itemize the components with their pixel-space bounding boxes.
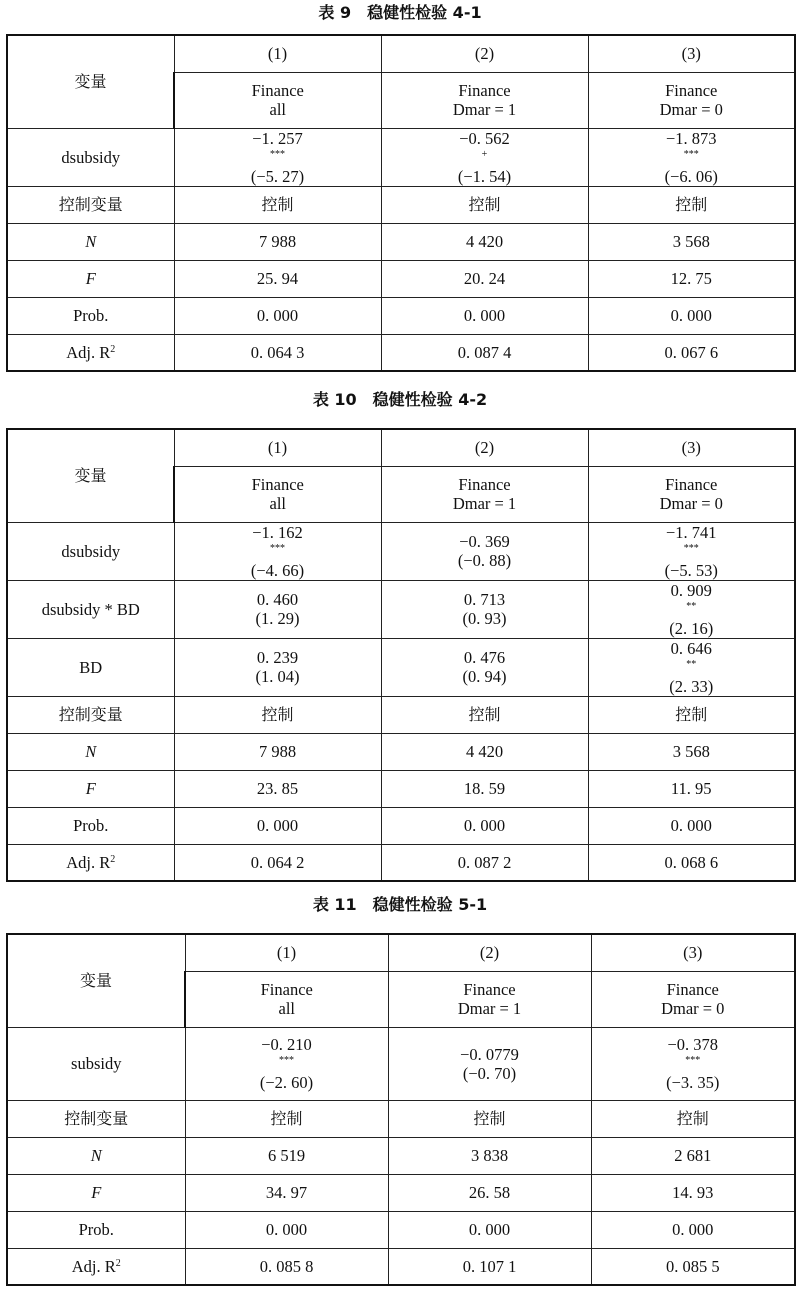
table-cell: 7 988 [174,223,381,260]
table-cell: 控制 [588,696,795,733]
coefficient-cell: −0. 378 *** (−3. 35) [591,1027,795,1100]
table-cell: 3 838 [388,1137,591,1174]
row-label: subsidy [7,1027,185,1100]
column-number: (2) [381,35,588,72]
column-header: Finance Dmar = 1 [381,72,588,128]
table-cell: 0. 064 2 [174,844,381,881]
column-number: (3) [591,934,795,971]
coefficient-cell: −1. 741 *** (−5. 53) [588,522,795,580]
coefficient-cell: 0. 476 (0. 94) [381,638,588,696]
table-row [7,260,795,297]
table-row [7,844,795,881]
table-10-title: 表 10 稳健性检验 4-2 [312,390,488,409]
row-label: 控制变量 [7,696,174,733]
table-cell: 4 420 [381,733,588,770]
row-label: BD [7,638,174,696]
coefficient-cell: 0. 460 (1. 29) [174,580,381,638]
table-cell: 控制 [388,1100,591,1137]
row-label: dsubsidy [7,522,174,580]
row-label: F [7,770,174,807]
column-header: Finance Dmar = 1 [388,971,591,1027]
row-label: N [7,733,174,770]
table-row [7,334,795,371]
table-cell: 0. 000 [174,807,381,844]
table-cell: 4 420 [381,223,588,260]
table-cell: 0. 000 [381,297,588,334]
table-row [7,696,795,733]
table-cell: 0. 000 [381,807,588,844]
column-header: Finance all [174,72,381,128]
row-label: dsubsidy * BD [7,580,174,638]
table-cell: 0. 087 4 [381,334,588,371]
table-row [7,297,795,334]
table-cell: 14. 93 [591,1174,795,1211]
table-11 [6,933,796,1286]
row-label: Adj. $R^2$ [7,844,174,881]
table-row [7,638,795,696]
table-cell: 7 988 [174,733,381,770]
row-label: F [7,1174,185,1211]
table-row [7,580,795,638]
table-cell: 3 568 [588,223,795,260]
column-number: (1) [185,934,388,971]
row-label: 控制变量 [7,1100,185,1137]
table-cell: 0. 000 [388,1211,591,1248]
table-cell: 0. 068 6 [588,844,795,881]
table-9-title: 表 9 稳健性检验 4-1 [318,3,482,22]
coefficient-cell: −0. 562 + (−1. 54) [381,128,588,186]
coefficient-cell: −1. 257 *** (−5. 27) [174,128,381,186]
table-row [7,1211,795,1248]
table-cell: 3 568 [588,733,795,770]
column-header: Finance Dmar = 0 [588,72,795,128]
column-header: Finance Dmar = 0 [591,971,795,1027]
table-row [7,1248,795,1285]
table-row [7,1174,795,1211]
table-cell: 20. 24 [381,260,588,297]
row-label: Adj. $R^2$ [7,1248,185,1285]
table-row [7,1137,795,1174]
row-label: N [7,1137,185,1174]
table-row [7,807,795,844]
variable-header: 变量 [7,429,174,522]
table-cell: 18. 59 [381,770,588,807]
variable-header: 变量 [7,35,174,128]
row-label: Prob. [7,807,174,844]
table-cell: 0. 067 6 [588,334,795,371]
row-label: Prob. [7,297,174,334]
table-cell: 0. 000 [588,807,795,844]
table-row [7,522,795,580]
table-9 [6,34,796,372]
table-row [7,733,795,770]
table-cell: 0. 087 2 [381,844,588,881]
coefficient-cell: 0. 646 ** (2. 33) [588,638,795,696]
table-cell: 23. 85 [174,770,381,807]
table-cell: 控制 [381,696,588,733]
column-header: Finance Dmar = 1 [381,466,588,522]
table-row [7,128,795,186]
column-number: (3) [588,429,795,466]
table-11-title: 表 11 稳健性检验 5-1 [312,895,488,914]
column-number: (3) [588,35,795,72]
table-cell: 控制 [174,696,381,733]
table-cell: 0. 085 5 [591,1248,795,1285]
coefficient-cell: 0. 713 (0. 93) [381,580,588,638]
table-row [7,186,795,223]
table-cell: 0. 000 [185,1211,388,1248]
table-cell: 2 681 [591,1137,795,1174]
table-cell: 0. 107 1 [388,1248,591,1285]
table-cell: 0. 064 3 [174,334,381,371]
row-label: F [7,260,174,297]
coefficient-cell: −0. 0779 (−0. 70) [388,1027,591,1100]
table-cell: 控制 [381,186,588,223]
table-cell: 控制 [591,1100,795,1137]
table-cell: 0. 000 [174,297,381,334]
column-number: (1) [174,35,381,72]
variable-header: 变量 [7,934,185,1027]
table-cell: 0. 000 [588,297,795,334]
column-header: Finance all [174,466,381,522]
table-cell: 34. 97 [185,1174,388,1211]
coefficient-cell: 0. 909 ** (2. 16) [588,580,795,638]
column-header: Finance Dmar = 0 [588,466,795,522]
column-header: Finance all [185,971,388,1027]
table-cell: 0. 085 8 [185,1248,388,1285]
table-cell: 控制 [174,186,381,223]
row-label: 控制变量 [7,186,174,223]
table-row [7,1100,795,1137]
table-cell: 0. 000 [591,1211,795,1248]
table-cell: 26. 58 [388,1174,591,1211]
row-label: Adj. $R^2$ [7,334,174,371]
coefficient-cell: −0. 210 *** (−2. 60) [185,1027,388,1100]
row-label: N [7,223,174,260]
row-label: dsubsidy [7,128,174,186]
table-10 [6,428,796,882]
table-cell: 25. 94 [174,260,381,297]
column-number: (2) [388,934,591,971]
coefficient-cell: 0. 239 (1. 04) [174,638,381,696]
table-row [7,223,795,260]
table-row [7,770,795,807]
coefficient-cell: −1. 162 *** (−4. 66) [174,522,381,580]
table-row [7,1027,795,1100]
table-cell: 控制 [185,1100,388,1137]
coefficient-cell: −0. 369 (−0. 88) [381,522,588,580]
table-cell: 11. 95 [588,770,795,807]
column-number: (1) [174,429,381,466]
row-label: Prob. [7,1211,185,1248]
table-cell: 12. 75 [588,260,795,297]
table-cell: 6 519 [185,1137,388,1174]
column-number: (2) [381,429,588,466]
table-cell: 控制 [588,186,795,223]
coefficient-cell: −1. 873 *** (−6. 06) [588,128,795,186]
